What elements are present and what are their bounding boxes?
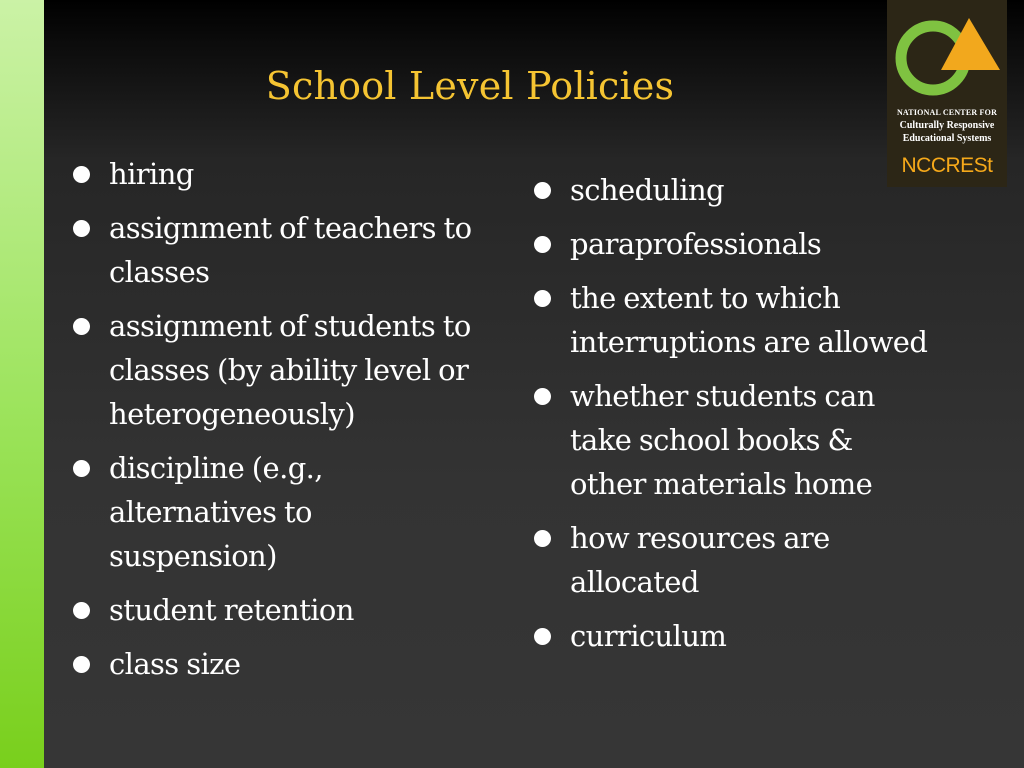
- left-accent-bar: [0, 0, 44, 768]
- bullet-text-line: the extent to which: [570, 281, 841, 315]
- bullet-item: [72, 304, 512, 436]
- circle-triangle-logo-icon: [887, 10, 1007, 105]
- bullet-item: [533, 614, 973, 658]
- bullet-text-line: allocated: [570, 565, 699, 599]
- right-bullet-list: [533, 168, 973, 668]
- bullet-item: [72, 446, 512, 578]
- logo-line-1: NATIONAL CENTER FOR: [896, 108, 998, 117]
- bullet-text-line: assignment of students to: [109, 309, 471, 343]
- bullet-dot-icon: [534, 290, 551, 307]
- bullet-text-line: curriculum: [570, 619, 727, 653]
- logo-line-3: Educational Systems: [902, 133, 992, 144]
- bullet-text-line: take school books &: [570, 423, 853, 457]
- bullet-text-line: assignment of teachers to: [109, 211, 472, 245]
- bullet-text-line: class size: [109, 647, 241, 681]
- bullet-text-line: other materials home: [570, 467, 873, 501]
- bullet-text-line: paraprofessionals: [570, 227, 822, 261]
- bullet-text-line: hiring: [109, 157, 194, 191]
- bullet-text-line: how resources are: [570, 521, 830, 555]
- bullet-text-line: discipline (e.g.,: [109, 451, 323, 485]
- bullet-item: [533, 168, 973, 212]
- logo-name: NCCRESt: [901, 154, 993, 177]
- bullet-item: [533, 374, 973, 506]
- bullet-text-line: classes (by ability level or: [109, 353, 469, 387]
- bullet-dot-icon: [73, 166, 90, 183]
- bullet-text-line: scheduling: [570, 173, 724, 207]
- bullet-dot-icon: [534, 628, 551, 645]
- bullet-item: [72, 206, 512, 294]
- bullet-dot-icon: [73, 460, 90, 477]
- bullet-text-line: interruptions are allowed: [570, 325, 928, 359]
- bullet-text-line: heterogeneously): [109, 397, 355, 431]
- bullet-item: [72, 588, 512, 632]
- bullet-item: [72, 642, 512, 686]
- bullet-dot-icon: [534, 236, 551, 253]
- bullet-dot-icon: [73, 656, 90, 673]
- bullet-item: [533, 516, 973, 604]
- bullet-dot-icon: [73, 220, 90, 237]
- bullet-text-line: suspension): [109, 539, 277, 573]
- left-bullet-list: [72, 152, 512, 696]
- nccrest-logo: [887, 0, 1007, 187]
- bullet-text-line: classes: [109, 255, 210, 289]
- bullet-text-line: student retention: [109, 593, 354, 627]
- bullet-item: [72, 152, 512, 196]
- bullet-item: [533, 276, 973, 364]
- bullet-dot-icon: [534, 182, 551, 199]
- bullet-text-line: whether students can: [570, 379, 875, 413]
- bullet-text-line: alternatives to: [109, 495, 312, 529]
- bullet-dot-icon: [534, 388, 551, 405]
- bullet-item: [533, 222, 973, 266]
- logo-line-2: Culturally Responsive: [899, 120, 995, 131]
- bullet-dot-icon: [73, 602, 90, 619]
- bullet-dot-icon: [73, 318, 90, 335]
- bullet-dot-icon: [534, 530, 551, 547]
- slide-title: School Level Policies: [265, 64, 675, 108]
